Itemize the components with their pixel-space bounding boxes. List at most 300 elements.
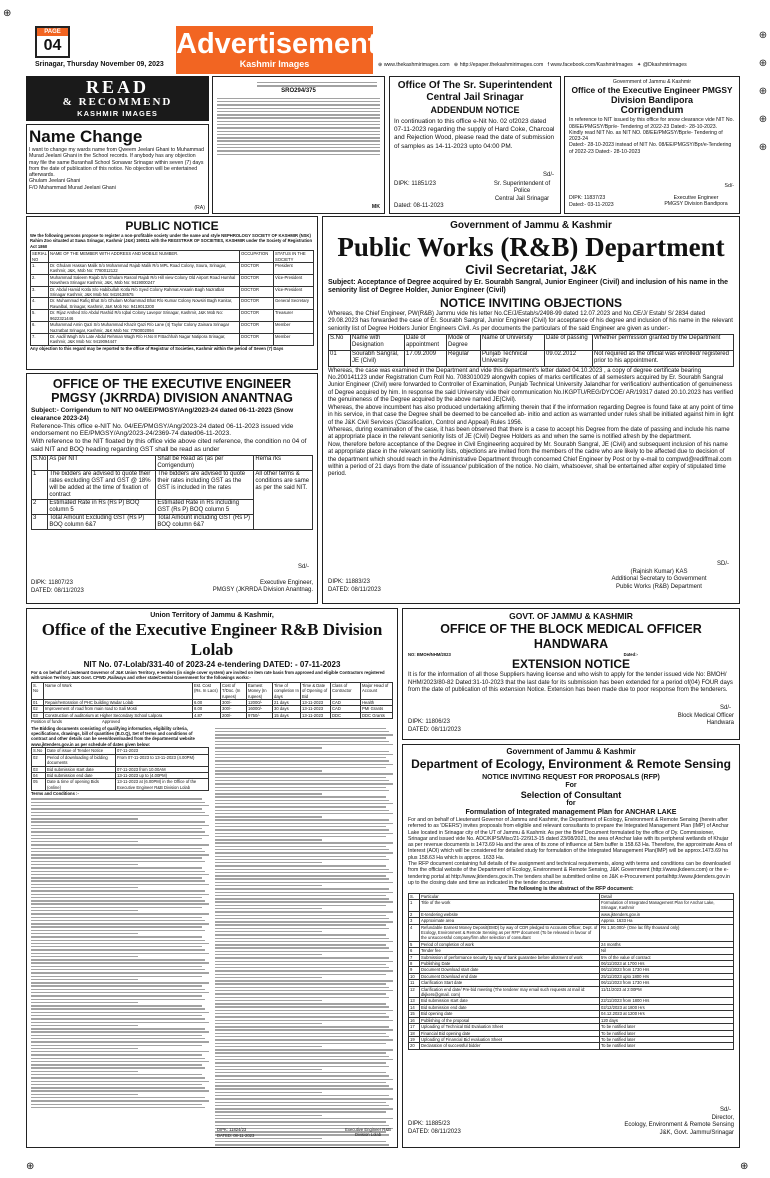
text-line: [31, 1100, 209, 1101]
left-registration-mark-icon: ⊕: [3, 8, 12, 19]
urdu-code: SRO294/375: [281, 88, 316, 95]
text-line: [31, 857, 202, 858]
cell: 10: [409, 973, 420, 979]
cell: 1: [409, 899, 420, 911]
text-line: [31, 828, 202, 829]
cell: 300/-: [221, 706, 247, 712]
lolab-tender-notice: [26, 608, 398, 1148]
text-line: [31, 949, 205, 950]
handwara-sd: Sd/-: [719, 705, 731, 711]
text-line: [31, 874, 209, 875]
pwd-heading: NOTICE INVITING OBJECTIONS: [439, 295, 622, 310]
text-line: [215, 1095, 389, 1096]
cell: www.jktenders.gov.in: [600, 911, 734, 917]
page-number-badge: [35, 26, 70, 58]
text-line: [215, 836, 386, 837]
text-line: [215, 990, 393, 991]
text-line: [31, 999, 205, 1000]
cell: Member: [274, 322, 314, 334]
facebook-icon: f: [547, 62, 550, 68]
cell: 13-11-2023 up to (4.00PM): [116, 772, 209, 778]
masthead-title: Advertisement: [176, 28, 378, 60]
text-line: [31, 1090, 209, 1091]
text-line: [215, 1010, 393, 1011]
text-line: [31, 930, 205, 931]
lolab-dated: DATED: 08-11-2023: [217, 1133, 255, 1138]
text-line: [31, 884, 209, 885]
text-line: [215, 924, 386, 925]
text-line: [215, 823, 393, 824]
text-line: [215, 993, 386, 994]
text-line: [31, 802, 205, 803]
text-line: [215, 1062, 386, 1063]
text-line: [215, 773, 393, 774]
pwd-para-4: Whereas, during examination of the case, it has been observed that there is a case to accept his Degree from the date of passing and include his name at appropriate place in the relevant seniority lists of JE (Civil) Degree Holders as and when the same is notified afresh by the department.: [328, 426, 730, 441]
text-line: [31, 969, 205, 970]
jail-body: In continuation to this office e-Nit No. 02 of2023 dated 07-11-2023 regarding the supply of Hard Coke, Charcoal and Rejection Wood, please read the date of submission of samples as 14-11-2023 upto 04:00 PM.: [394, 118, 555, 150]
funds-label: Position of funds: [31, 719, 62, 725]
text-line: [31, 838, 202, 839]
text-line: [215, 751, 389, 752]
urdu-notice: [212, 76, 385, 214]
text-line: [215, 757, 386, 758]
cell: 4.87: [193, 712, 221, 718]
cell: 4: [409, 924, 420, 941]
anantnag-subject: Subject:- Corrigendum to NIT NO 04/EE/PMGSY/Ang/2023-24 dated 06-11-2023 (Snow clearance 2023-24): [31, 407, 294, 422]
text-line: [31, 923, 209, 924]
cell: 02: [32, 706, 44, 712]
cell: Regular: [447, 350, 481, 366]
text-line: [31, 1015, 202, 1016]
text-line: [215, 816, 322, 817]
text-line: [215, 839, 322, 840]
masthead-subtitle: Kashmir Images: [239, 59, 310, 69]
text-line: [31, 1074, 202, 1075]
text-line: [31, 808, 202, 809]
text-line: [215, 744, 393, 745]
text-line: [215, 1023, 322, 1024]
anantnag-signatory: [213, 580, 313, 595]
lolab-title: Office of the Executive Engineer R&B Division Lolab: [41, 620, 383, 659]
anantnag-title: OFFICE OF THE EXECUTIVE ENGINEER: [52, 377, 292, 391]
text-line: [31, 867, 202, 868]
cell: To be notified later: [600, 1024, 734, 1030]
registration-mark-icon: ⊕: [758, 86, 768, 97]
anantnag-sign-line-2: PMGSY (JKRRDA Division Anantnag.: [212, 587, 313, 594]
handwara-gov: GOVT. OF JAMMU & KASHMIR: [509, 611, 633, 621]
cell: 14: [409, 1004, 420, 1010]
jail-signatory: [487, 181, 557, 203]
table-header: Date of issue of Tender Notice: [46, 748, 116, 754]
table-header: Detail: [600, 893, 734, 899]
cell: 2: [409, 911, 420, 917]
ecology-title: Department of Ecology, Environment & Remote Sensing: [411, 757, 731, 771]
text-line: [31, 953, 209, 954]
public-notice-footer: Any objection to this regard may be reported to the office of Registrar of Societies, Kashmir within the period of Seven (7) Days: [30, 345, 284, 351]
public-notice-title: PUBLIC NOTICE: [125, 219, 219, 233]
cell: Tender fee: [420, 948, 600, 954]
text-line: [31, 1038, 205, 1039]
jail-dated: Dated: 08-11-2023: [394, 203, 444, 209]
lolab-intro: For & on behalf of Lieutenant Governor of J&K Union Territory, e-tenders (in single cover system) are invited on item rate basis from approved and eligible Contractors registered with Union Territory J&K Govt. CPWD ,Railways and other state/Central Government for the followings works:-: [31, 670, 385, 681]
cell: Not required as the official was enrolled/ registered prior to his appointment.: [593, 350, 734, 366]
table-header: Rema rks: [254, 455, 313, 470]
text-line: [215, 1105, 389, 1106]
pwd-subject: Subject: Acceptance of Degree acquired by Er. Sourabh Sangral, Junior Engineer (Civil) and inclusion of his name in the seniority list of Degree Holder, Junior Engineer (Civil): [328, 279, 728, 295]
text-line: [215, 806, 386, 807]
text-line: [215, 941, 393, 942]
rfp-work-title: Formulation of Integrated management Plan for ANCHAR LAKE: [465, 809, 677, 816]
cell: Dr. Abdul Hamid Kotla S/o Habibullah Kotla R/o Syed Colony Rahmat Ansarin Bagh Nazratbat Srinagar Kashmir, J&K Mob No: 9419138575: [49, 286, 240, 298]
name-change-signature-2: F/O Muhammad Murad Jeelani Ghani: [29, 184, 116, 191]
pwd-para-2: Whereas, the case was examined in the Department and vide this department's letter dated 04.10.2023 , a copy of degree certificate bearing No.200141123 under Registration Cum Roll No. 7083010029 alongwith copies of marks certificates of all semesters acquired by Er. Sourabh Sangral Junior Engineer (Civil) were forwarded to Controller of Examination, Punjab Technical University Jalandhar for verification/ authentication of genuineness of Degree acquired by him. In response the said University vide their communication No.IKGPTU/REG/DYCOE/ AR/19317 dated 20.10.2023 has verified the genuineness of the Degree acquired by the above named JE(Civil).: [328, 367, 734, 404]
cell: Bid submission start date: [420, 998, 600, 1004]
table-row: [32, 470, 313, 499]
cell: 1: [32, 470, 48, 499]
text-line: [215, 734, 393, 735]
text-line: [215, 934, 386, 935]
text-line: [31, 1084, 202, 1085]
website-link[interactable]: www.thekashmirimages.com: [383, 62, 450, 68]
bandipora-sign-line-1: Executive Engineer: [673, 195, 719, 201]
page-number: 04: [43, 37, 62, 54]
text-line: [215, 938, 389, 939]
cell: Clarification Start date: [420, 980, 600, 986]
cell: Rs 1,50,000/- (One lac fifty thousand only): [600, 924, 734, 941]
text-line: [215, 1059, 393, 1060]
cell: Uploading of Financial Bid evaluation Sheet: [420, 1036, 600, 1042]
text-line: [31, 979, 138, 980]
urdu-text-body: [217, 98, 380, 155]
cell: 5.: [31, 310, 49, 322]
table-header: 07-11-2023: [116, 748, 209, 754]
cell: 01: [32, 700, 44, 706]
text-line: [31, 805, 209, 806]
text-line: [215, 1046, 322, 1047]
advertisement-banner: [176, 26, 378, 74]
cell: 03: [32, 712, 44, 718]
cell: 2: [32, 499, 48, 514]
cell: Bid submission end date: [46, 772, 116, 778]
text-line: [31, 798, 202, 799]
registration-mark-icon: ⊕: [758, 30, 768, 41]
facebook-link[interactable]: www.facebook.com/KashmirImages: [550, 62, 633, 68]
cell: Bid submission end date: [420, 1004, 600, 1010]
ecology-signatory: [624, 1115, 734, 1137]
table-header: STATUS IN THE SOCIETY: [274, 251, 314, 263]
text-line: [215, 1141, 386, 1142]
lolab-nit: NIT No. 07-Lolab/331-40 of 2023-24 e-tendering DATED: - 07-11-2023: [83, 660, 341, 669]
pwd-para-1: Whereas, the Chief Engineer, PW(R&B) Jammu vide his letter No.CE/J/Estab/s/2498-99 dated 12.07.2023 and No.CE/J/ Estab/ S/ 2834 dated 29.08.2023 has forwarded the case of Er. Sourabh Sangral, Junior Engineer (Civil) for acceptance of his degree and inclusion of his name in the relevant seniority list of Degree Holders Junior Engineers Civil. As per documents the particulars of the said Engineer are given as under:-: [328, 310, 733, 332]
cell: Submission of performance security by way of bank guarantee before allotment of work: [420, 954, 600, 960]
cell: Document Download start date: [420, 967, 600, 973]
cell: 02/12/2023 at 1800 Hrs: [600, 1004, 734, 1010]
text-line: [215, 1056, 389, 1057]
cell: 7: [409, 954, 420, 960]
table-header: Name with Designation: [351, 335, 405, 351]
text-line: [215, 974, 386, 975]
cell: 2.: [31, 274, 49, 286]
cell: 9: [409, 967, 420, 973]
pwd-degree-table: [328, 334, 734, 367]
text-line: [215, 1075, 389, 1076]
text-line: [31, 976, 202, 977]
table-header: Time of completion In days: [274, 682, 299, 699]
cell: 5% of the value of contract: [600, 954, 734, 960]
table-header: Earnest Money (In rupees): [247, 682, 273, 699]
public-notice-intro: We the following persons propose to register a non-profitable society under the name and style NEPHROLOGY SOCIETY OF KASHMIR (NSK) Rahim Zoo situated at Sawa Srinagar, Kashmir (J&K) 190011 with the REGISTRAR OF SOCIETIES, KASHMIR under the Society of Registration Act 1860: [30, 233, 313, 249]
text-line: [31, 959, 205, 960]
text-line: [31, 1048, 138, 1049]
cell: Muhammad Amin Qazi S/o Muhammad Khazir Qazi R/o Lane (4) Taylor Colony Zainara Srinagar Nazratbat Srinagar, Kashmir, J&K Mob No: 7780002094: [49, 322, 240, 334]
cell: 02: [32, 754, 46, 766]
ecology-sign-line-3: J&K, Govt. Jammu/Srinagar: [659, 1129, 734, 1136]
text-line: [215, 951, 393, 952]
text-line: [31, 936, 202, 937]
cell: To be notified later: [600, 1030, 734, 1036]
anantnag-dated: DATED: 08/11/2023: [31, 588, 84, 594]
page-label: PAGE: [37, 28, 68, 36]
cell: 3: [409, 918, 420, 924]
cell: Improvement of road from main road to Sali Mosti: [44, 706, 193, 712]
text-line: [31, 933, 138, 934]
text-line: [31, 985, 202, 986]
lolab-col-left: [31, 726, 209, 1148]
cell: 11/11/2023 at 2:00PM: [600, 986, 734, 998]
text-line: [31, 992, 209, 993]
cell: 18: [409, 1030, 420, 1036]
table-row: [409, 899, 734, 911]
public-notice-society: [26, 216, 318, 370]
text-line: [31, 1067, 205, 1068]
cell: The bidders are advised to quote their rates including GST as the GST is included in the rates: [156, 470, 254, 499]
cell: Approximate area: [420, 918, 600, 924]
text-line: [31, 815, 209, 816]
text-line: [31, 890, 205, 891]
cell: 21 days: [273, 700, 301, 706]
cell: 03: [32, 766, 46, 772]
name-change-ref: (RA): [194, 204, 205, 211]
text-line: [215, 1098, 393, 1099]
text-line: [31, 1002, 138, 1003]
text-line: [215, 1069, 322, 1070]
bandipora-body: In reference to NIT issued by this office for snow clearance vide NIT No. 08/EE/PMGSY/Bpr/e- Tendering of 2022-23 Dated:- 28-10-2023.: [569, 117, 734, 130]
ecology-sign-line-2: Ecology, Environment & Remote Sensing: [624, 1122, 734, 1129]
text-line: [31, 995, 202, 996]
lolab-signatory: Executive Engineer R&B Division Lolab: [345, 1127, 391, 1138]
cell: Estimated Rate in Rs (Rs P) BOQ column 5: [48, 499, 156, 514]
text-line: [31, 989, 205, 990]
text-line: [215, 737, 386, 738]
bottom-registration-mark-icon: ⊕: [26, 1161, 35, 1172]
table-row: [31, 322, 314, 334]
cell: E-tendering website: [420, 911, 600, 917]
twitter-link[interactable]: @Dkashmirimages: [642, 62, 687, 68]
cell: 6: [409, 948, 420, 954]
text-line: [215, 882, 393, 883]
cell: Period of downloading of bidding documents: [46, 754, 116, 766]
text-line: [215, 997, 389, 998]
text-line: [31, 871, 205, 872]
text-line: [215, 908, 322, 909]
text-line: [215, 747, 322, 748]
text-line: [215, 1079, 393, 1080]
cell: Total Amount Excluding GST (Rs P) BOQ column 6&7: [48, 514, 156, 529]
text-line: [31, 854, 209, 855]
text-line: [215, 1013, 386, 1014]
anantnag-dipk: DIPK: 11807/23: [31, 580, 73, 586]
text-line: [215, 849, 389, 850]
jail-subtitle: Central Jail Srinagar: [426, 92, 524, 103]
text-line: [31, 972, 209, 973]
table-header: S.No: [32, 748, 46, 754]
text-line: [31, 1061, 209, 1062]
cell: DOCTOR: [240, 322, 274, 334]
text-line: [215, 1102, 386, 1103]
cell: 06/11/2023 at 1700 Hrs: [600, 961, 734, 967]
table-row: [31, 274, 314, 286]
ecology-body-2: The RFP document containing full details of the assignment and technical requirements, along with terms and conditions can be downloaded from the official website of the Department of Ecology, Environment & Remote Sensing, J&K Government (http://www.jkdeers.com) or the e-tendering portal at http://www.jktenders.gov.in.The tenders shall be submitted online on J&K e-Procurement portalhttp://www.jktenders.gov.in up to the closing date and time as indicated in the tender document.: [408, 861, 731, 886]
epaper-link[interactable]: http://epaper.thekashmirimages.com: [459, 62, 544, 68]
table-row: [31, 298, 314, 310]
lolab-col-right: [215, 726, 393, 1148]
cell: DOCTOR: [240, 298, 274, 310]
bandipora-title: Office of the Executive Engineer PMGSY: [571, 85, 733, 96]
cell: President: [274, 263, 314, 275]
cell: 13-11-2023: [301, 712, 331, 718]
text-line: [215, 964, 386, 965]
text-line: [215, 862, 322, 863]
text-line: [31, 940, 205, 941]
handwara-extension-notice: [402, 608, 740, 740]
cell: 04.12.2023 at 1200 Hrs: [600, 1011, 734, 1017]
text-line: [215, 1111, 386, 1112]
text-line: [215, 728, 386, 729]
registration-mark-icon: ⊕: [758, 58, 768, 69]
text-line: [215, 833, 393, 834]
ecology-list-title: The following is the abstract of the RFP document:: [508, 886, 634, 893]
table-row: [31, 310, 314, 322]
text-line: [31, 910, 138, 911]
table-header: Mode of Degree: [447, 335, 481, 351]
text-line: [215, 1049, 393, 1050]
text-line: [31, 1097, 205, 1098]
table-header: Name of Work: [44, 682, 193, 699]
cell: 24 months: [600, 941, 734, 947]
ecology-sd: Sd/-: [719, 1107, 731, 1113]
bandipora-signatory: [656, 195, 736, 208]
cell: 13-11-2023 at (6.00PM) in the Office of the Executive Engineer R&B Division Lolab: [116, 779, 209, 791]
text-line: [31, 887, 138, 888]
bandipora-dipk: DIPK: 11837/23: [569, 195, 606, 201]
text-line: [215, 842, 393, 843]
text-line: [215, 888, 389, 889]
read-brand: KASHMIR IMAGES: [77, 109, 158, 118]
text-line: [215, 803, 393, 804]
cell: 30 days: [273, 706, 301, 712]
pwd-signatory: [584, 569, 734, 591]
text-line: [215, 980, 393, 981]
text-line: [31, 907, 202, 908]
text-line: [31, 1005, 202, 1006]
cell: Publishing of the proposal: [420, 1017, 600, 1023]
anantnag-subtitle: PMGSY (JKRRDA) DIVISION ANANTNAG: [51, 391, 293, 405]
cell: PMI Grants: [361, 706, 393, 712]
rfp-heading: NOTICE INVITING REQUEST FOR PROPOSALS (RFP): [482, 774, 660, 781]
text-line: [215, 754, 393, 755]
text-line: [215, 1033, 386, 1034]
text-line: [215, 918, 389, 919]
text-line: [31, 917, 202, 918]
cell: Document Download end date: [420, 973, 600, 979]
rfp-for-2: for: [566, 800, 576, 807]
text-line: [31, 818, 138, 819]
handwara-dated: DATED: 08/11/2023: [408, 727, 461, 733]
text-line: [31, 1087, 205, 1088]
text-line: [215, 770, 322, 771]
cell: 13-11-2023: [301, 700, 331, 706]
pwd-sign-line-2: Additional Secretary to Government: [611, 576, 707, 583]
text-line: [215, 1000, 322, 1001]
cell: From 07-11-2023 to 13-11-2023 (4.00PM): [116, 754, 209, 766]
cell: Financial Bid opening date: [420, 1030, 600, 1036]
table-header: Date of appointment: [405, 335, 447, 351]
text-line: [215, 921, 393, 922]
cell: 1.: [31, 263, 49, 275]
addendum-heading: ADDENDUM NOTICE: [430, 105, 520, 115]
read-recommend-banner: [26, 76, 209, 121]
table-row: [329, 350, 734, 366]
text-line: [31, 1094, 138, 1095]
registration-mark-icon: ⊕: [758, 142, 768, 153]
text-line: [215, 1016, 389, 1017]
table-header: Name of University: [481, 335, 545, 351]
text-line: [215, 780, 389, 781]
jail-title: Office Of The Sr. Superintendent: [397, 80, 553, 91]
urdu-ref: MK: [371, 203, 380, 210]
text-line: [31, 1104, 202, 1105]
table-header: S.No: [32, 455, 48, 470]
cell: Dr. Muhammad Rafiq Bhat S/o Ghulam Mohammad Bhat R/o Kumar Colony Nowsiri Bagh Kanitar, Rawalbal, Srinagar, Kashmir, J&K Mob No: 9419013200: [49, 298, 240, 310]
table-header: Shall be Read as (as per Corrigendum): [156, 455, 254, 470]
cell: 04: [32, 772, 46, 778]
text-line: [215, 856, 386, 857]
text-line: [215, 1088, 393, 1089]
handwara-dated-label: Dated:-: [623, 652, 638, 657]
text-line: [215, 911, 393, 912]
lolab-terms-heading: Terms and Conditions :-: [31, 791, 79, 797]
cell: 5: [409, 941, 420, 947]
lolab-terms-text-left: [31, 797, 209, 1115]
cell: 120 days: [600, 1017, 734, 1023]
cell: 16000/-: [247, 706, 273, 712]
text-line: [215, 1026, 389, 1027]
rfp-rows: [409, 899, 734, 1049]
pwd-gov: Government of Jammu & Kashmir: [450, 220, 612, 231]
anantnag-body: Reference-This office e-NIT No. 04/EE/PMGSY/Ang/2023-24 dated 06-11-2023 issued vide endorsement no EE/PMGSY/Ang/2023-24/2369-74 dated06-11-2023.: [31, 422, 294, 438]
handwara-no: NO: BMOH/NHM/2023: [408, 652, 451, 657]
web-links: [378, 60, 750, 70]
text-line: [31, 1077, 205, 1078]
cell: 9750/-: [247, 712, 273, 718]
anantnag-table: [31, 455, 313, 530]
lolab-gov: Union Territory of Jammu & Kashmir,: [150, 612, 274, 619]
urdu-text-header: [257, 82, 377, 87]
right-registration-rail: [756, 30, 770, 170]
bandipora-line-2: Kindly read NIT No. as NIT NO. 08/EE/PMGSY/Bpr/e- Tendering of 2023-24: [569, 129, 723, 143]
anantnag-sd: Sd/-: [297, 564, 309, 570]
cell: 13: [409, 998, 420, 1004]
